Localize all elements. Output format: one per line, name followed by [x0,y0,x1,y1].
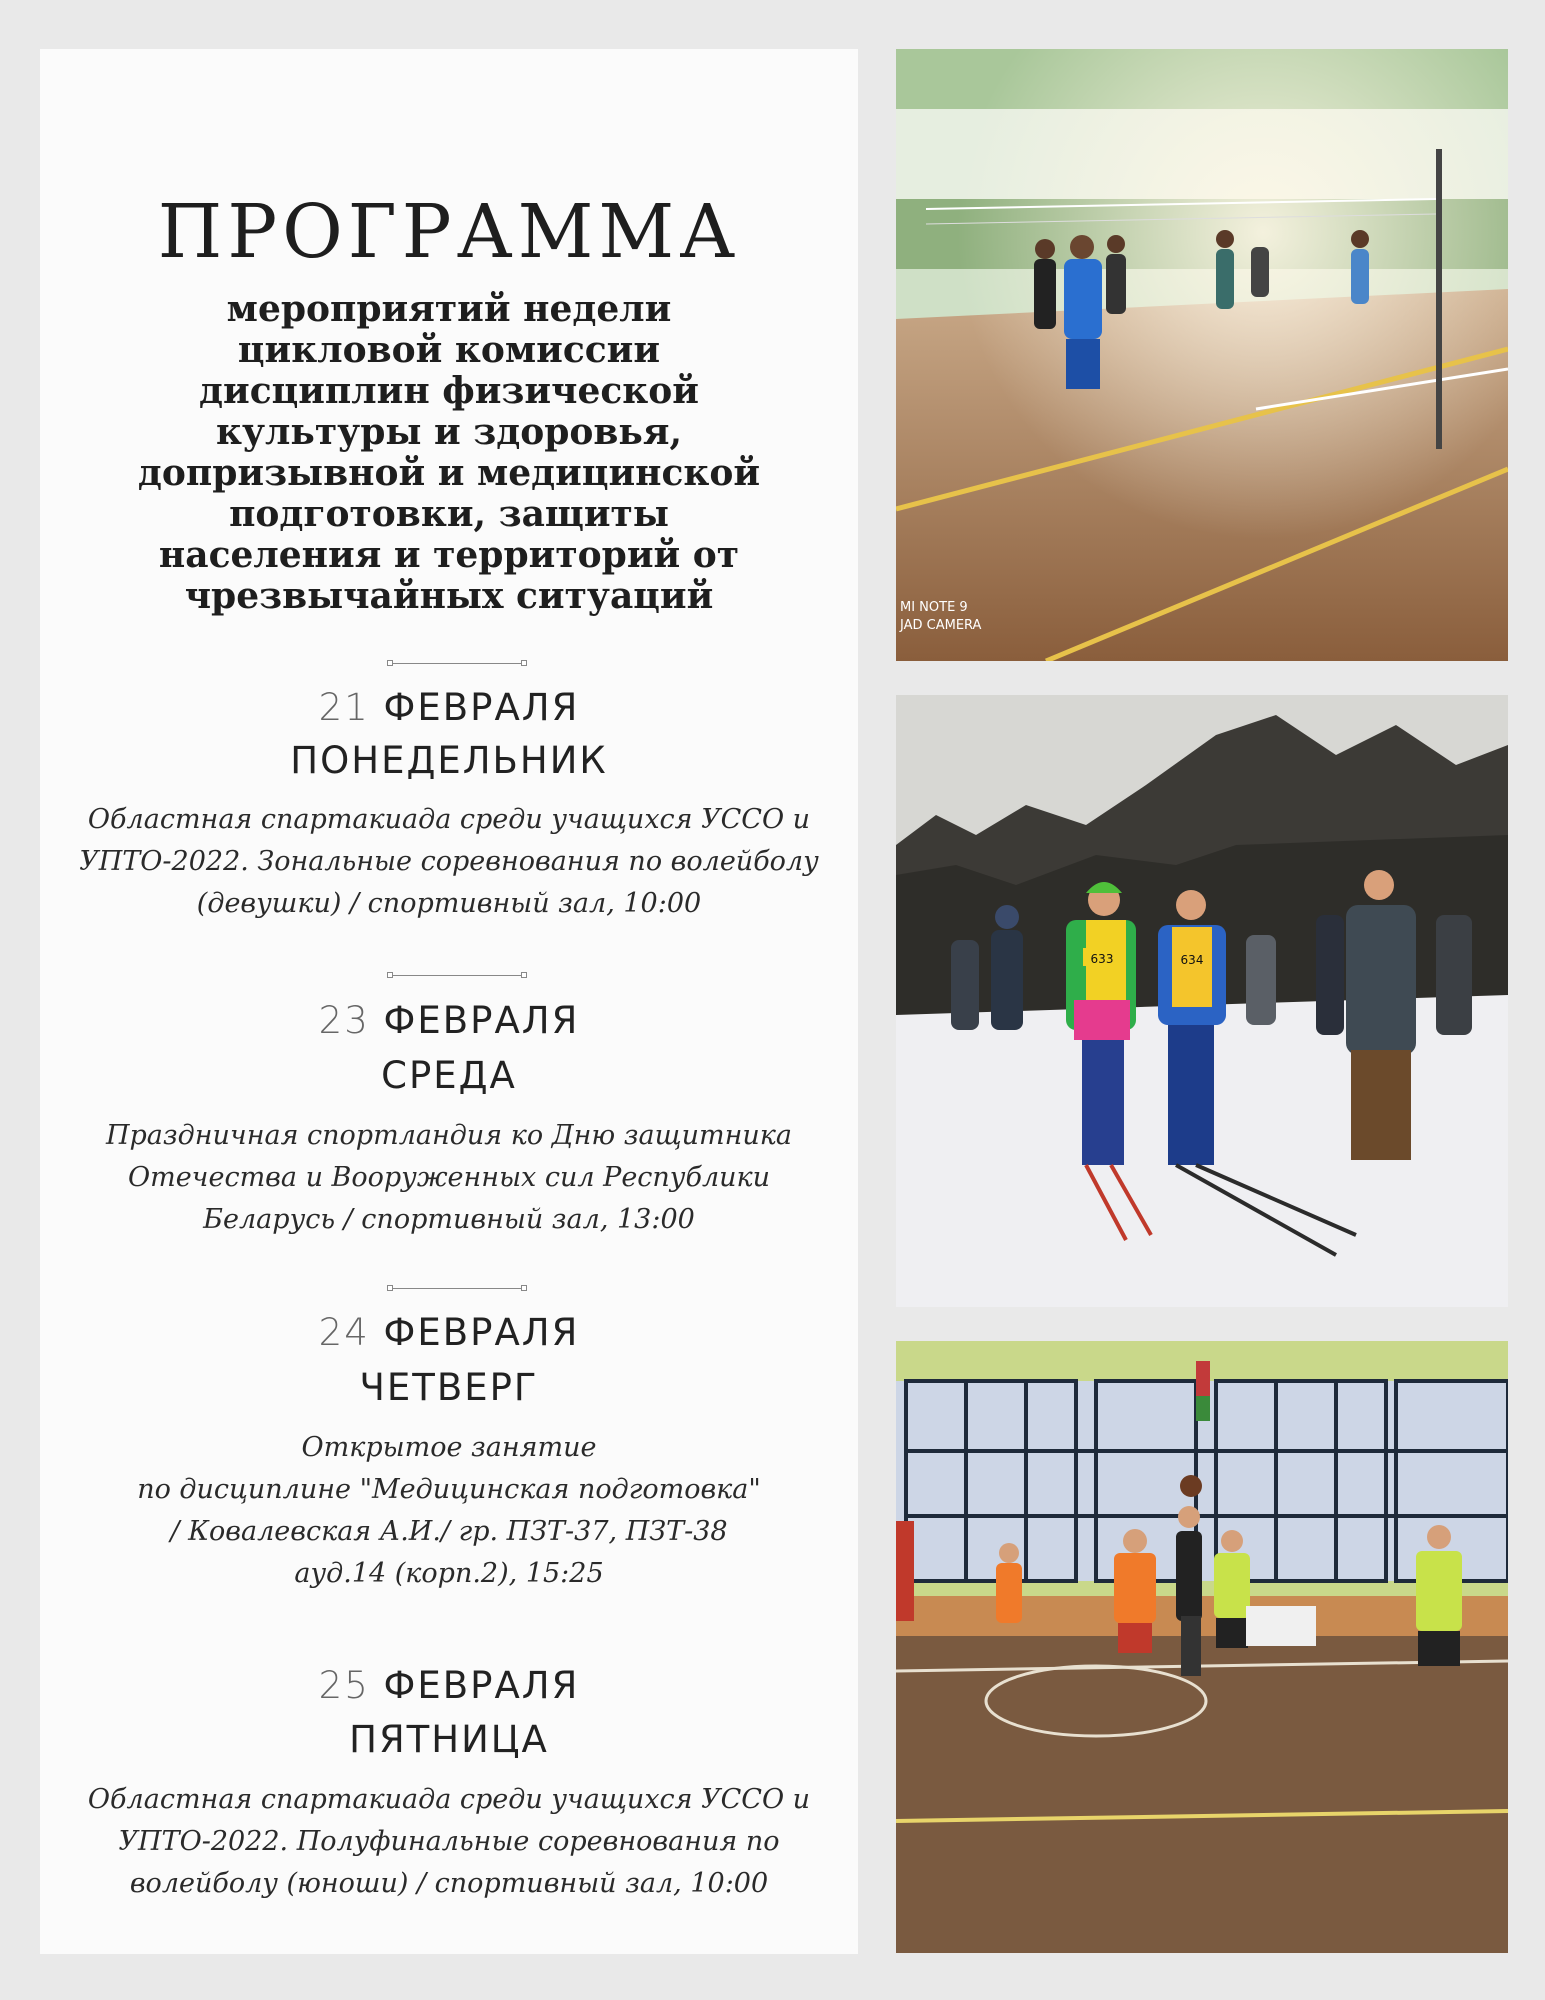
event-description [60,1779,838,1905]
photo-watermark: JAD CAMERA [900,618,982,633]
event-day: 25 [318,1664,370,1707]
event-description-line: по дисциплине "Медицинская подготовка" [137,1474,761,1505]
subtitle-line: дисциплин физической [199,370,699,412]
subtitle-line: подготовки, защиты [229,493,669,535]
event-description-line: УПТО-2022. Полуфинальные соревнования по [118,1826,780,1857]
event-description [60,1427,838,1595]
section-divider [387,971,527,981]
section-divider [387,659,527,669]
photo-watermark: MI NOTE 9 [900,600,968,615]
subtitle-line: цикловой комиссии [237,329,661,371]
event-description-line: Беларусь / спортивный зал, 13:00 [203,1204,695,1235]
event-description-line: УПТО-2022. Зональные соревнования по волейболу [79,846,819,877]
event-description-line: Областная спартакиада среди учащихся УССО и [87,804,811,835]
event-date [40,686,858,729]
event-weekday: ПОНЕДЕЛЬНИК [290,739,608,782]
event-month: ФЕВРАЛЯ [383,686,580,729]
event-weekday: СРЕДА [381,1054,517,1097]
bib-number: 633 [1090,952,1114,966]
subtitle [40,289,858,617]
event-description-line: Областная спартакиада среди учащихся УССО и [87,1784,811,1815]
subtitle-line: допризывной и медицинской [137,452,761,494]
event-month: ФЕВРАЛЯ [383,1311,580,1354]
event-date [40,999,858,1042]
event-description-line: Открытое занятие [301,1432,597,1463]
gym-photo [896,1341,1508,1953]
event-description-line: Отечества и Вооруженных сил Республики [127,1162,771,1193]
event-month: ФЕВРАЛЯ [383,999,580,1042]
event-day: 23 [318,999,370,1042]
event-description [60,799,838,925]
subtitle-line: чрезвычайных ситуаций [184,575,714,617]
program-panel [40,49,858,1954]
subtitle-line: культуры и здоровья, [216,411,682,453]
subtitle-line: населения и территорий от [158,534,740,576]
event-weekday: ПЯТНИЦА [349,1718,549,1761]
event-description-line: / Ковалевская А.И./ гр. ПЗТ-37, ПЗТ-38 [170,1516,728,1547]
event-description-line: (девушки) / спортивный зал, 10:00 [196,888,702,919]
event-description-line: Праздничная спортландия ко Дню защитника [105,1120,793,1151]
skiing-photo [896,695,1508,1307]
section-divider [387,1284,527,1294]
event-month: ФЕВРАЛЯ [383,1664,580,1707]
event-weekday: ЧЕТВЕРГ [359,1366,539,1409]
event-day: 21 [318,686,370,729]
bib-number: 634 [1180,953,1204,967]
event-date [40,1311,858,1354]
event-description [60,1115,838,1241]
volleyball-photo [896,49,1508,661]
event-description-line: ауд.14 (корп.2), 15:25 [294,1558,604,1589]
event-description-line: волейболу (юноши) / спортивный зал, 10:00 [129,1868,769,1899]
event-date [40,1664,858,1707]
page-title: ПРОГРАММА [157,189,741,275]
event-day: 24 [318,1311,370,1354]
subtitle-line: мероприятий недели [226,288,672,330]
